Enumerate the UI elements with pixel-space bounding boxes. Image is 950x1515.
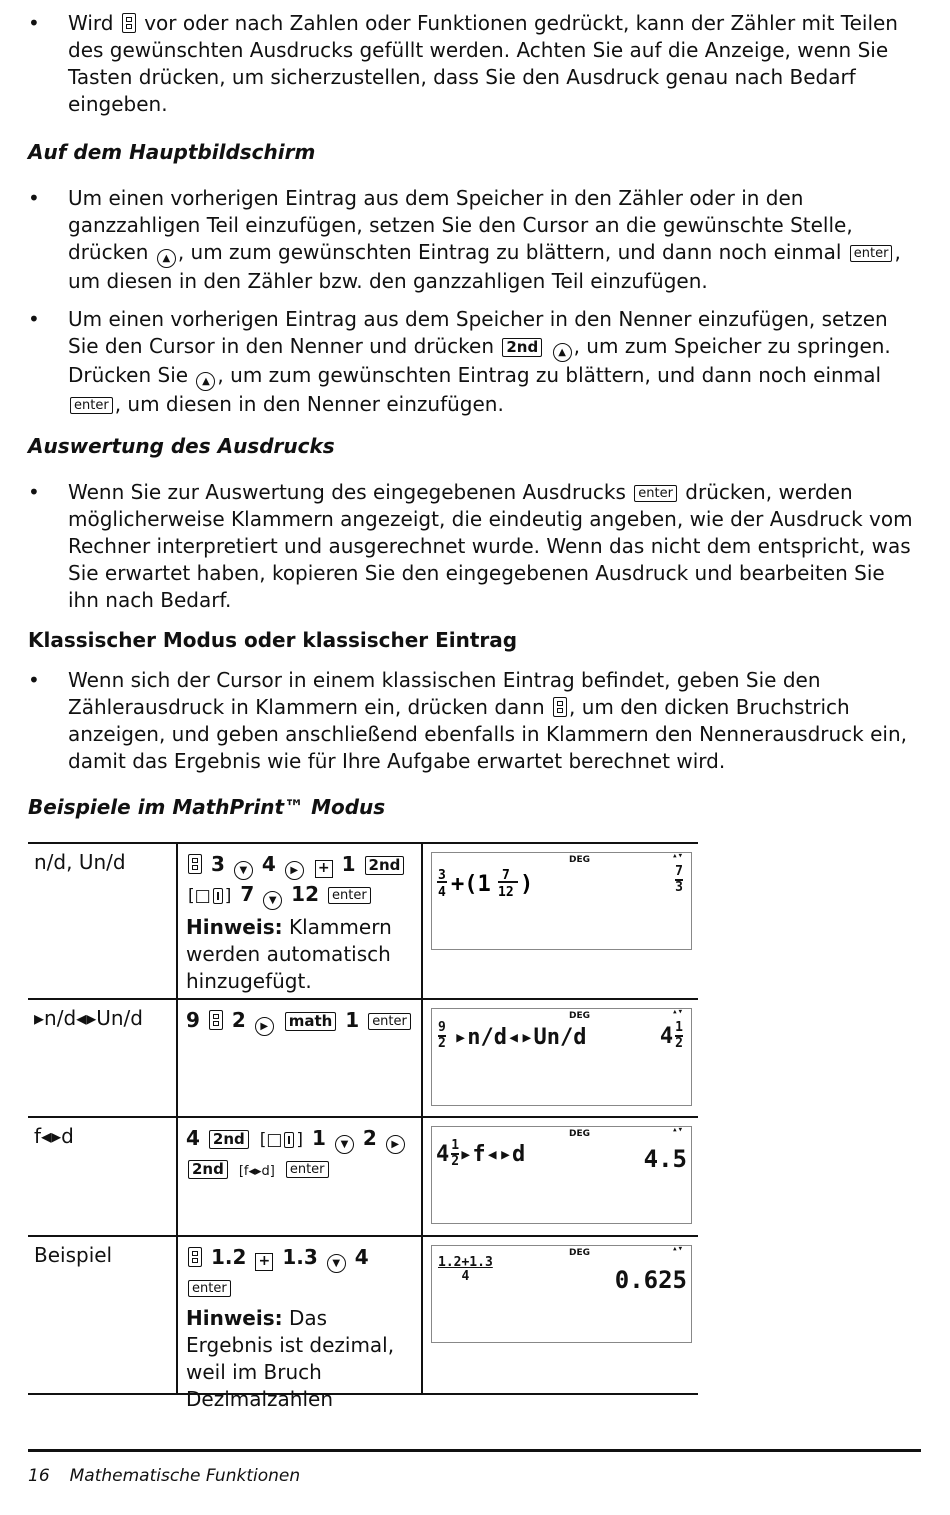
- calculator-screen: DEG ▴▾ 1.2+1.3 4 0.625: [431, 1245, 692, 1343]
- row-label: f◂▸d: [28, 1118, 178, 1235]
- up-arrow-key-icon: ▲: [157, 249, 176, 268]
- screen-cell: [425, 844, 698, 958]
- svg-text:4: 4: [438, 885, 446, 900]
- enter-key-icon: enter: [368, 1013, 411, 1030]
- scroll-arrows-icon: ▴▾: [672, 1244, 683, 1254]
- enter-key-icon: enter: [634, 485, 677, 502]
- table-row: [28, 1000, 698, 1118]
- bullet-insert-numerator: • Um einen vorherigen Eintrag aus dem Speicher in den Zähler oder in den ganzzahligen Teil einzufügen, setzen Sie den Cursor an die gewünschte Stelle, drücken ▲ , um zum gewünschten Eintrag zu blättern, und dann noch einmal enter , um diesen in den Zähler bzw. den ganzzahligen Teil einzufügen.: [28, 186, 901, 293]
- second-key-icon: 2nd: [209, 1130, 249, 1149]
- page-number: 16: [28, 1466, 50, 1486]
- down-arrow-key-icon: ▼: [263, 891, 282, 910]
- down-arrow-key-icon: ▼: [234, 861, 253, 880]
- calculator-screen: DEG ▴▾ 3 4 +(1 7 12 ) 7 3: [431, 852, 692, 950]
- scroll-arrows-icon: ▴▾: [672, 851, 683, 861]
- row-label: ▸n/d◂▸Un/d: [28, 1000, 178, 1116]
- result-mixed-number: 4 1 2: [659, 1020, 683, 1051]
- mixed-fraction-key-icon: [□ ]: [259, 1130, 304, 1150]
- chapter-title: Mathematische Funktionen: [69, 1466, 301, 1486]
- math-key-icon: math: [285, 1012, 337, 1031]
- fraction-key-icon: [209, 1010, 223, 1030]
- expression-text: ▸n/d◂▸Un/d: [454, 1025, 587, 1050]
- expression-fraction: 9 2: [438, 1020, 446, 1051]
- scroll-arrows-icon: ▴▾: [672, 1125, 683, 1135]
- second-key-icon: 2nd: [188, 1160, 228, 1179]
- expression-display: [436, 865, 566, 905]
- footer-divider: [28, 1449, 921, 1452]
- right-arrow-key-icon: ▶: [386, 1135, 405, 1154]
- enter-key-icon: enter: [328, 887, 371, 904]
- bullet-insert-denominator: • Um einen vorherigen Eintrag aus dem Speicher in den Nenner einzufügen, setzen Sie den Cursor in den Nenner und drücken 2nd ▲ , um zum Speicher zu springen. Drücken Sie ▲ , um zum gewünschten Eintrag zu blättern, und dann noch einmal enter , um diesen in den Nenner einzufügen.: [28, 307, 891, 416]
- enter-key-icon: enter: [188, 1280, 231, 1297]
- svg-text:): ): [520, 872, 534, 897]
- intro-bullet: • Wird vor oder nach Zahlen oder Funktionen gedrückt, kann der Zähler mit Teilen des gewünschten Ausdrucks gefüllt werden. Achten Sie auf die Anzeige, wenn Sie Tasten drücken, um sicherzustellen, dass Sie den Ausdruck genau nach Bedarf eingeben.: [28, 11, 898, 116]
- enter-key-icon: enter: [850, 245, 893, 262]
- scroll-arrows-icon: ▴▾: [672, 1007, 683, 1017]
- examples-table: [28, 842, 698, 1411]
- second-key-icon: 2nd: [365, 856, 405, 875]
- svg-text:+(1: +(1: [451, 872, 491, 897]
- table-row: [28, 844, 698, 1000]
- bullet-evaluation: • Wenn Sie zur Auswertung des eingegebenen Ausdrucks enter drücken, werden möglicherweise Klammern angezeigt, die eindeutig angeben, wie der Ausdruck vom Rechner interpretiert und ausgerechnet wurde. Wenn das nicht dem entspricht, was Sie erwartet haben, kopieren Sie den eingegebenen Ausdruck und bearbeiten Sie ihn nach Bedarf.: [28, 480, 913, 612]
- keystrokes: 3 ▼ 4 ▶ + 1 2nd [□ ] 7 ▼ 12 enter Hinweis: Klammern werden automatisch hinzugefügt.: [179, 844, 423, 998]
- calculator-screen: DEG ▴▾ 9 2 ▸n/d◂▸Un/d 4 1 2: [431, 1008, 692, 1106]
- plus-key-icon: +: [255, 1253, 273, 1271]
- right-arrow-key-icon: ▶: [255, 1017, 274, 1036]
- screen-cell: [425, 1118, 698, 1232]
- up-arrow-key-icon: ▲: [196, 372, 215, 391]
- fraction-key-icon: [188, 1247, 202, 1267]
- down-arrow-key-icon: ▼: [327, 1254, 346, 1273]
- f-d-key-icon: [f◂▸d]: [238, 1164, 275, 1179]
- down-arrow-key-icon: ▼: [335, 1135, 354, 1154]
- heading-klassisch: Klassischer Modus oder klassischer Eintrag: [28, 628, 518, 652]
- mixed-fraction-key-icon: [□ ]: [188, 886, 232, 906]
- row-label: n/d, Un/d: [28, 844, 178, 998]
- table-row: [28, 1237, 698, 1411]
- heading-beispiele: Beispiele im MathPrint™ Modus: [28, 795, 386, 819]
- keystrokes: 4 2nd [□ ] 1 ▼ 2 ▶ 2nd [f◂▸d] enter: [179, 1118, 423, 1235]
- screen-cell: [425, 1237, 698, 1351]
- fraction-key-icon: [553, 697, 567, 717]
- result-value: 4.5: [643, 1145, 687, 1173]
- svg-text:12: 12: [498, 885, 514, 900]
- expression-mixed-number: 4 1 2 ▸f◂▸d: [436, 1138, 526, 1169]
- svg-text:3: 3: [438, 868, 446, 883]
- heading-hauptbildschirm: Auf dem Hauptbildschirm: [28, 140, 316, 164]
- heading-auswertung: Auswertung des Ausdrucks: [28, 434, 335, 458]
- bullet-classic: • Wenn sich der Cursor in einem klassischen Eintrag befindet, geben Sie den Zählerausdruck in Klammern ein, drücken dann , um den dicken Bruchstrich anzeigen, und geben anschließend ebenfalls in Klammern den Nennerausdruck ein, damit das Ergebnis wie für Ihre Aufgabe erwartet berechnet wird.: [28, 668, 908, 773]
- expression-fraction: 1.2+1.3 4: [438, 1255, 493, 1284]
- svg-text:7: 7: [502, 868, 510, 883]
- fraction-key-icon: [188, 854, 202, 874]
- enter-key-icon: enter: [286, 1161, 329, 1178]
- result-fraction: 7 3: [675, 864, 683, 895]
- calculator-screen: DEG ▴▾ 4 1 2 ▸f◂▸d 4.5: [431, 1126, 692, 1224]
- plus-key-icon: +: [315, 860, 333, 878]
- second-key-icon: 2nd: [502, 338, 542, 357]
- fraction-key-icon: [122, 13, 136, 33]
- result-value: 0.625: [614, 1266, 687, 1294]
- up-arrow-key-icon: ▲: [553, 343, 572, 362]
- enter-key-icon: enter: [70, 397, 113, 414]
- screen-cell: [425, 1000, 698, 1114]
- page-footer: [28, 1466, 300, 1486]
- keystrokes: 9 2 ▶ math 1 enter: [179, 1000, 423, 1116]
- right-arrow-key-icon: ▶: [285, 861, 304, 880]
- table-row: [28, 1118, 698, 1237]
- row-label: Beispiel: [28, 1237, 178, 1393]
- keystrokes: 1.2 + 1.3 ▼ 4 enter Hinweis: Das Ergebnis ist dezimal, weil im Bruch Dezimalzahlen: [179, 1237, 423, 1393]
